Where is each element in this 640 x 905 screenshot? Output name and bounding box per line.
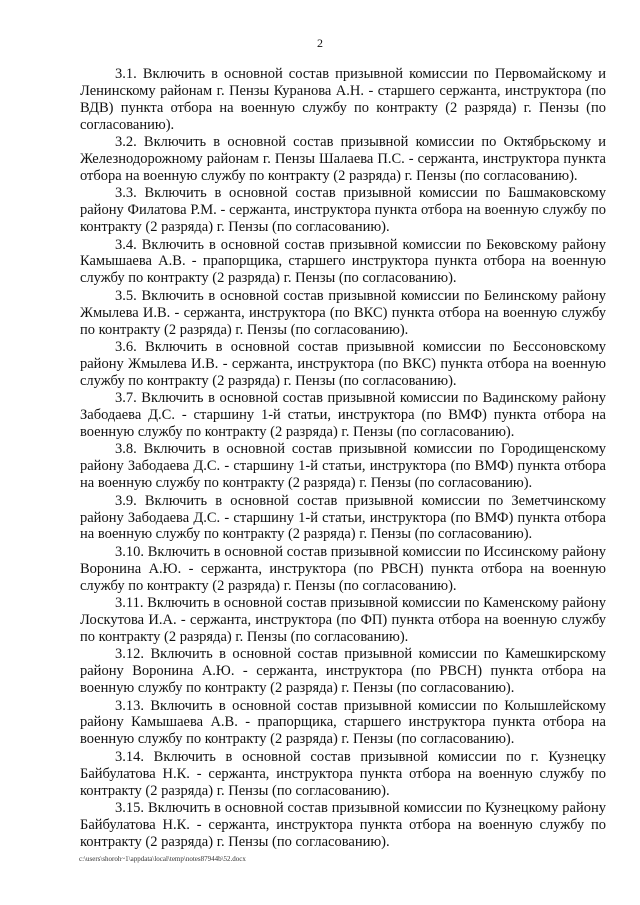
paragraph-3-3: 3.3. Включить в основной состав призывной комиссии по Башмаковскому району Филатова Р.М. - сержанта, инструктора пункта отбора на военную службу по контракту (2 разряда) г. Пензы (по согласованию). — [80, 185, 606, 236]
paragraph-3-2: 3.2. Включить в основной состав призывной комиссии по Октябрьскому и Железнодорожному районам г. Пензы Шалаева П.С. - сержанта, инструктора пункта отбора на военную службу по контракту (2 разряда) г. Пензы (по согласованию). — [80, 134, 606, 184]
paragraph-3-1: 3.1. Включить в основной состав призывной комиссии по Первомайскому и Ленинскому районам г. Пензы Куранова А.Н. - старшего сержанта, инструктора (по ВДВ) пункта отбора на военную службу по контракту (2 разряда) г. Пензы (по согласованию). — [80, 66, 606, 133]
paragraph-3-8: 3.8. Включить в основной состав призывной комиссии по Городищенскому району Забодаева Д.С. - старшину 1-й статьи, инструктора (по ВМФ) пункта отбора на военную службу по контракту (2 разряда) г. Пензы (по согласованию). — [80, 441, 606, 492]
footer-file-path: c:\users\shoroh~1\appdata\local\temp\notes87944b\52.docx — [79, 855, 246, 863]
paragraph-3-12: 3.12. Включить в основной состав призывной комиссии по Камешкирскому району Воронина А.Ю. - сержанта, инструктора (по РВСН) пункта отбора на военную службу по контракту (2 разряда) г. Пензы (по согласованию). — [80, 646, 606, 697]
paragraph-3-11: 3.11. Включить в основной состав призывной комиссии по Каменскому району Лоскутова И.А. - сержанта, инструктора (по ФП) пункта отбора на военную службу по контракту (2 разряда) г. Пензы (по согласованию). — [80, 595, 606, 645]
paragraph-3-14: 3.14. Включить в основной состав призывной комиссии по г. Кузнецку Байбулатова Н.К. - сержанта, инструктора пункта отбора на военную службу по контракту (2 разряда) г. Пензы (по согласованию). — [80, 748, 606, 799]
page-number: 2 — [317, 36, 323, 50]
paragraph-3-4: 3.4. Включить в основной состав призывной комиссии по Бековскому району Камышаева А.В. - прапорщика, старшего инструктора пункта отбора на военную службу по контракту (2 разряда) г. Пензы (по согласованию). — [80, 236, 606, 287]
paragraph-3-15: 3.15. Включить в основной состав призывной комиссии по Кузнецкому району Байбулатова Н.К. - сержанта, инструктора пункта отбора на военную службу по контракту (2 разряда) г. Пензы (по согласованию). — [80, 799, 606, 850]
paragraph-3-5: 3.5. Включить в основной состав призывной комиссии по Белинскому району Жмылева И.В. - сержанта, инструктора (по ВКС) пункта отбора на военную службу по контракту (2 разряда) г. Пензы (по согласованию). — [80, 287, 606, 338]
document-body — [80, 66, 606, 851]
paragraph-3-7: 3.7. Включить в основной состав призывной комиссии по Вадинскому району Забодаева Д.С. - старшину 1-й статьи, инструктора (по ВМФ) пункта отбора на военную службу по контракту (2 разряда) г. Пензы (по согласованию). — [80, 390, 606, 441]
paragraph-3-6: 3.6. Включить в основной состав призывной комиссии по Бессоновскому району Жмылева И.В. - сержанта, инструктора (по ВКС) пункта отбора на военную службу по контракту (2 разряда) г. Пензы (по согласованию). — [80, 339, 606, 389]
paragraph-3-10: 3.10. Включить в основной состав призывной комиссии по Иссинскому району Воронина А.Ю. - сержанта, инструктора (по РВСН) пункта отбора на военную службу по контракту (2 разряда) г. Пензы (по согласованию). — [80, 543, 606, 594]
paragraph-3-13: 3.13. Включить в основной состав призывной комиссии по Колышлейскому району Камышаева А.В. - прапорщика, старшего инструктора пункта отбора на военную службу по контракту (2 разряда) г. Пензы (по согласованию). — [80, 697, 606, 748]
paragraph-3-9: 3.9. Включить в основной состав призывной комиссии по Земетчинскому району Забодаева Д.С. - старшину 1-й статьи, инструктора (по ВМФ) пункта отбора на военную службу по контракту (2 разряда) г. Пензы (по согласованию). — [80, 492, 606, 543]
